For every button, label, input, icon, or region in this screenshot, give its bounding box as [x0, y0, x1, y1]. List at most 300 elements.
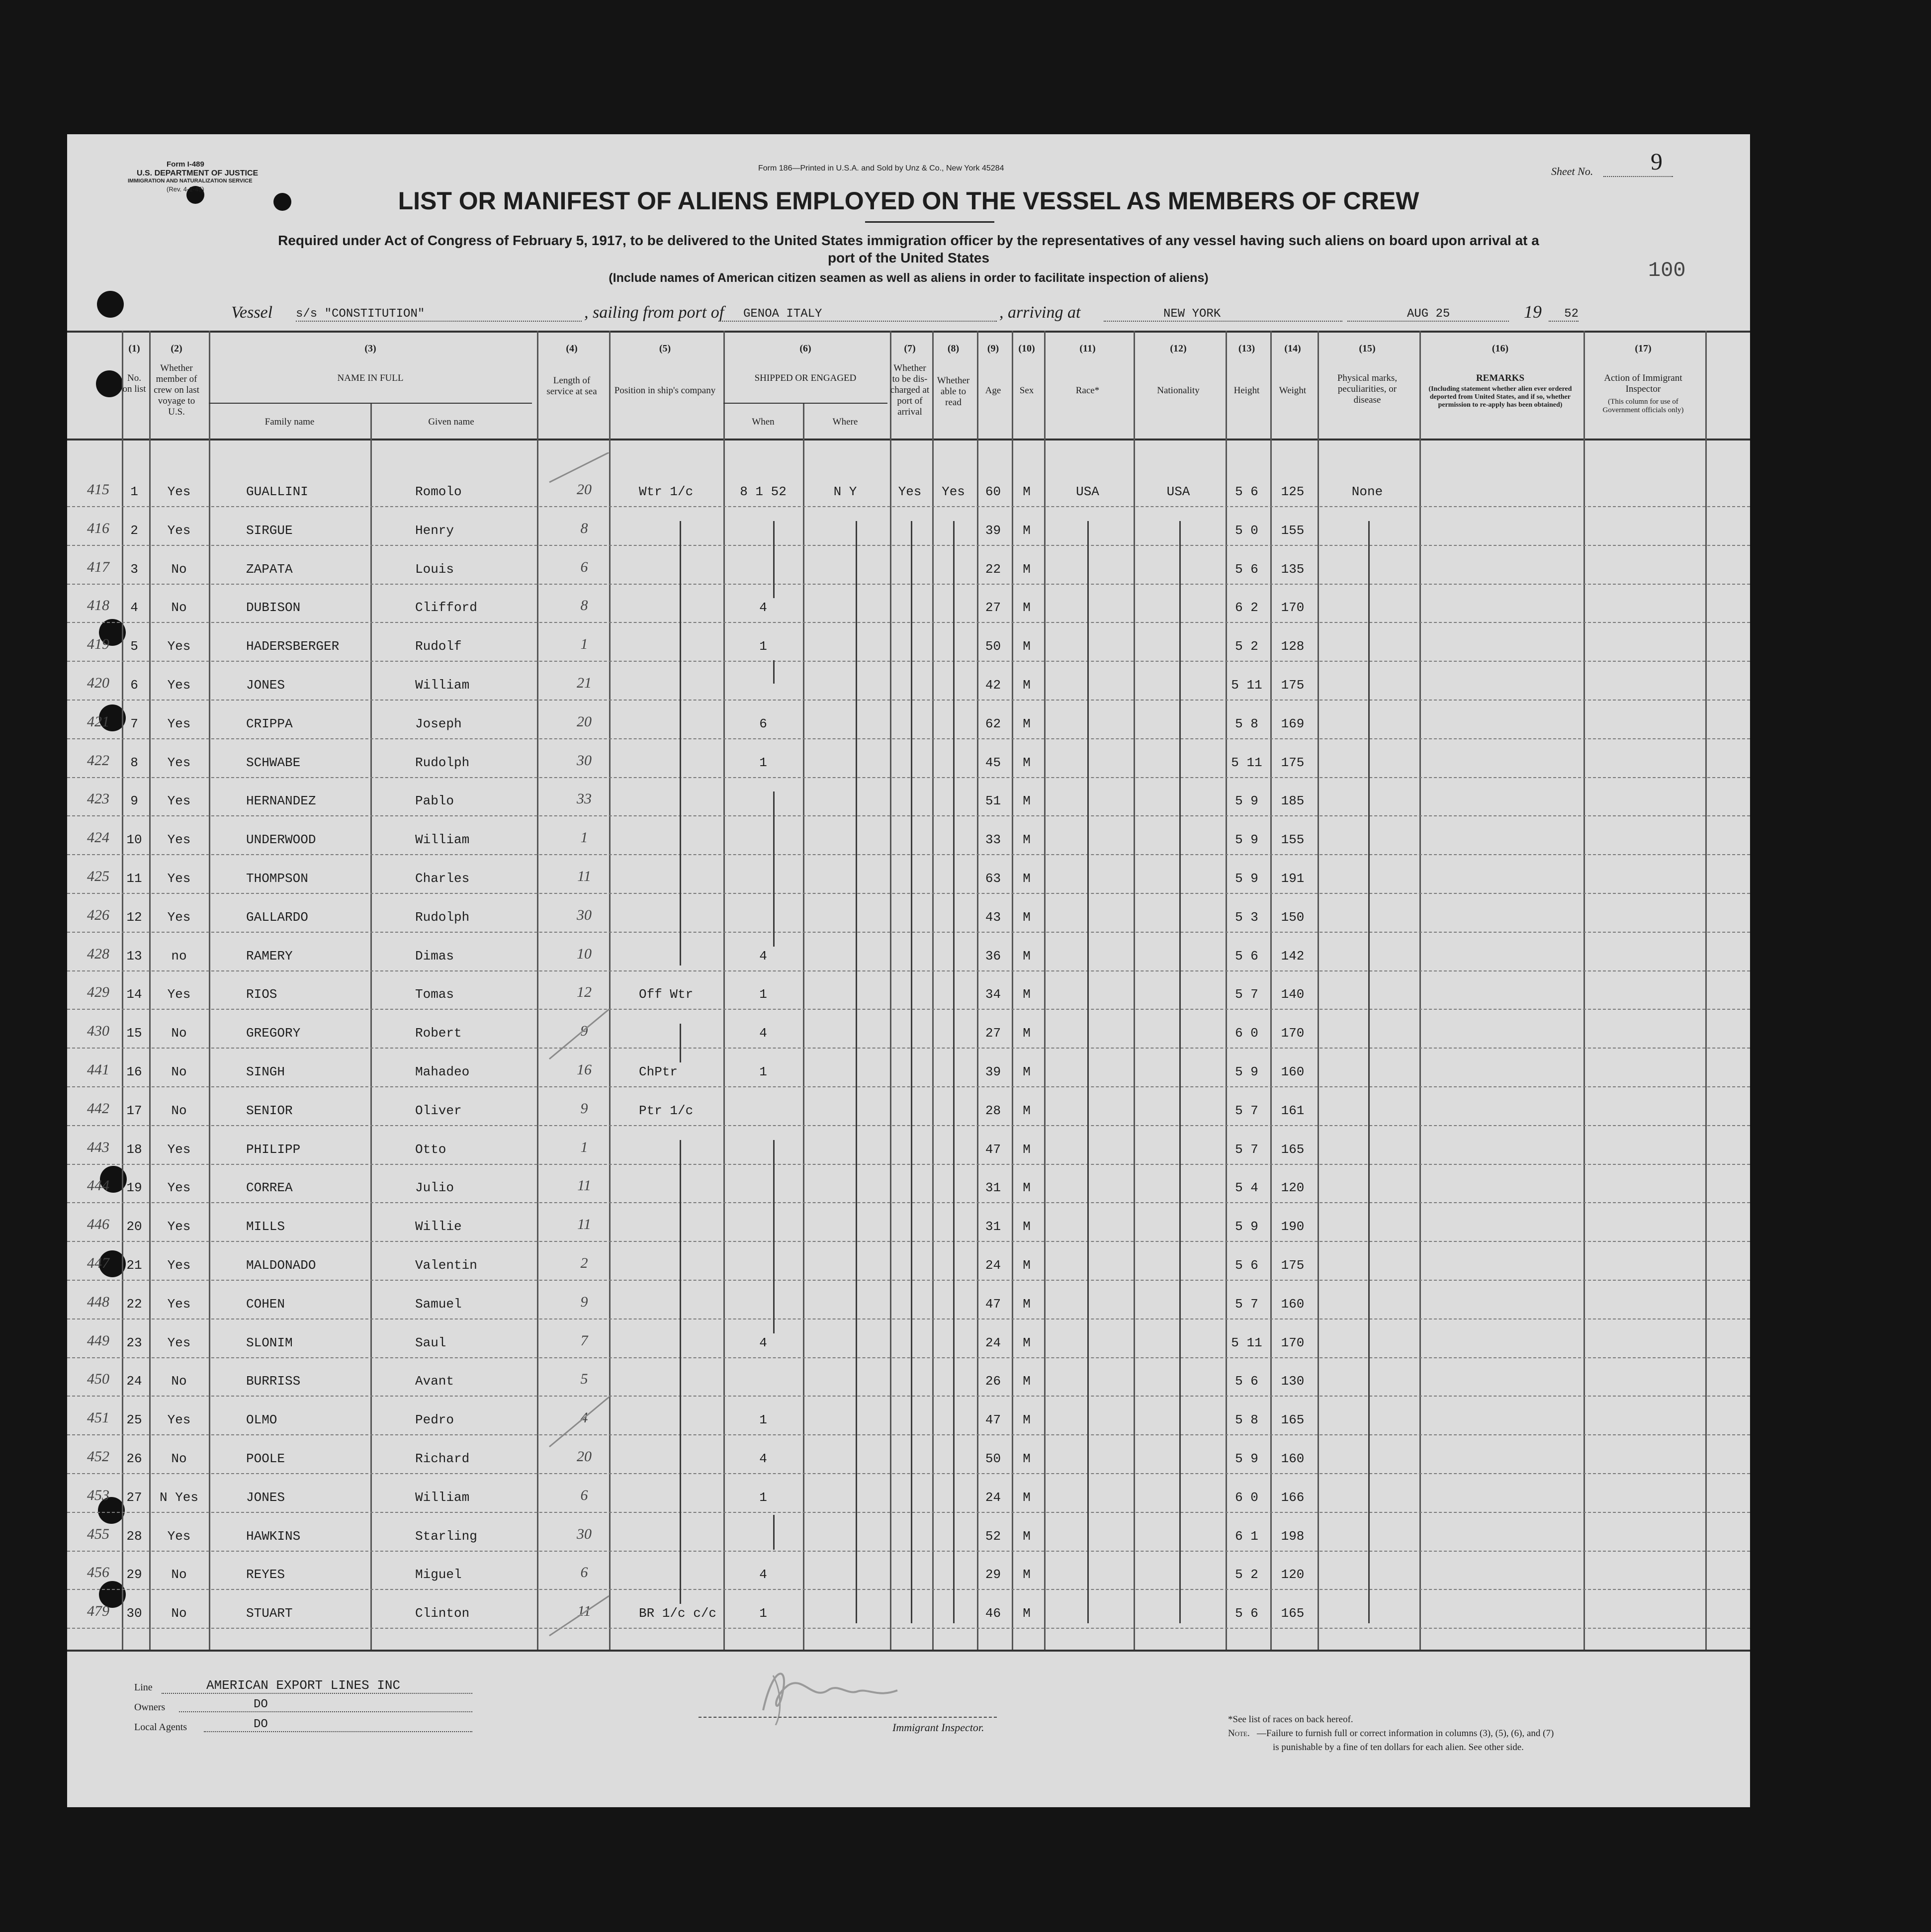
- cell-height: 5 7: [1235, 987, 1258, 1002]
- cell-given: Charles: [415, 871, 470, 886]
- cell-position: ChPtr: [639, 1064, 678, 1079]
- cell-no: 15: [126, 1026, 142, 1041]
- cell-family: GUALLINI: [246, 484, 308, 499]
- cell-height: 5 6: [1235, 1258, 1258, 1273]
- table-row: [67, 1280, 1750, 1319]
- form-revision: (Rev. 4-1-45): [167, 185, 204, 193]
- table-row: [67, 506, 1750, 546]
- table-row: [67, 545, 1750, 585]
- cell-height: 5 3: [1235, 909, 1258, 925]
- cell-sex: M: [1023, 832, 1031, 848]
- cell-when: 1: [759, 1490, 767, 1505]
- cell-height: 5 6: [1235, 948, 1258, 964]
- arrival-year: 52: [1549, 307, 1579, 322]
- table-row: [67, 777, 1750, 816]
- cell-last: Yes: [167, 639, 191, 654]
- table-top-border: [67, 331, 1750, 333]
- family-name-header: Family name: [264, 417, 315, 427]
- cell-family: SENIOR: [246, 1103, 293, 1118]
- cell-height: 5 9: [1235, 1064, 1258, 1079]
- cell-height: 5 6: [1235, 561, 1258, 577]
- cell-weight: 175: [1281, 678, 1305, 693]
- cell-margin: 424: [87, 829, 109, 846]
- col-11-header: Race*: [1075, 385, 1100, 396]
- cell-family: ZAPATA: [246, 561, 293, 577]
- cell-last: Yes: [167, 484, 191, 499]
- ditto-mark: [773, 1515, 775, 1550]
- cell-last: No: [171, 1374, 187, 1389]
- col-15-header: Physical marks, peculiarities, or disease: [1337, 373, 1398, 405]
- cell-position: Ptr 1/c: [639, 1103, 694, 1118]
- cell-margin: 449: [87, 1332, 109, 1349]
- cell-sex: M: [1023, 523, 1031, 538]
- cell-position: Off Wtr: [639, 987, 694, 1002]
- cell-weight: 170: [1281, 1026, 1305, 1041]
- cell-family: COHEN: [246, 1296, 285, 1312]
- cell-when: 4: [759, 948, 767, 964]
- cell-weight: 190: [1281, 1219, 1305, 1234]
- cell-family: CORREA: [246, 1180, 293, 1196]
- table-row: [67, 970, 1750, 1010]
- cell-no: 1: [130, 484, 138, 499]
- cell-age: 46: [985, 1606, 1001, 1621]
- cell-given: Avant: [415, 1374, 454, 1389]
- cell-given: Rudolph: [415, 755, 470, 770]
- given-name-header: Given name: [428, 417, 474, 427]
- cell-sex: M: [1023, 1374, 1031, 1389]
- cell-no: 29: [126, 1567, 142, 1582]
- col-13-number: (13): [1238, 343, 1255, 354]
- cell-no: 6: [130, 678, 138, 693]
- col-9-header: Age: [985, 385, 1001, 396]
- cell-last: Yes: [167, 1296, 191, 1312]
- table-row: [67, 622, 1750, 662]
- cell-weight: 198: [1281, 1528, 1305, 1544]
- col-2-header: Whether member of crew on last voyage to U.S.: [154, 363, 199, 417]
- cell-margin: 453: [87, 1487, 109, 1503]
- departure-port: GENOA ITALY: [718, 307, 997, 322]
- col-8-header: Whether able to read: [937, 375, 970, 408]
- cell-family: SINGH: [246, 1064, 285, 1079]
- cell-family: BURRISS: [246, 1374, 301, 1389]
- cell-given: Tomas: [415, 987, 454, 1002]
- ditto-mark: [1368, 521, 1370, 1623]
- table-row: [67, 1434, 1750, 1474]
- cell-when: 1: [759, 639, 767, 654]
- cell-no: 20: [126, 1219, 142, 1234]
- table-bottom-border: [67, 1650, 1750, 1652]
- cell-sex: M: [1023, 1528, 1031, 1544]
- cell-service: 30: [577, 906, 592, 923]
- cell-age: 31: [985, 1219, 1001, 1234]
- cell-no: 23: [126, 1335, 142, 1350]
- cell-given: Louis: [415, 561, 454, 577]
- cell-family: DUBISON: [246, 600, 301, 615]
- cell-age: 50: [985, 1451, 1001, 1466]
- cell-height: 6 0: [1235, 1026, 1258, 1041]
- cell-sex: M: [1023, 678, 1031, 693]
- cell-height: 5 0: [1235, 523, 1258, 538]
- cell-service: 11: [577, 1216, 591, 1233]
- cell-service: 8: [580, 597, 588, 614]
- cell-margin: 479: [87, 1603, 109, 1620]
- cell-when: 1: [759, 755, 767, 770]
- cell-last: Yes: [167, 1528, 191, 1544]
- cell-weight: 142: [1281, 948, 1305, 964]
- cell-age: 24: [985, 1258, 1001, 1273]
- service-name: IMMIGRATION AND NATURALIZATION SERVICE: [128, 178, 253, 184]
- cell-given: William: [415, 1490, 470, 1505]
- cell-family: GALLARDO: [246, 909, 308, 925]
- inspector-signature: [753, 1656, 912, 1725]
- cell-age: 24: [985, 1490, 1001, 1505]
- cell-last: no: [171, 948, 187, 964]
- cell-given: Rudolf: [415, 639, 462, 654]
- cell-sex: M: [1023, 1412, 1031, 1428]
- cell-last: Yes: [167, 793, 191, 809]
- ditto-mark: [773, 521, 775, 599]
- shipped-subheader-line: [723, 403, 887, 404]
- cell-sex: M: [1023, 1180, 1031, 1196]
- col-16-subheader: (Including statement whether alien ever ordered deported from United States, and if so, whether permission to re-apply has been obtained): [1428, 385, 1572, 409]
- table-row: [67, 1550, 1750, 1590]
- cell-when: 4: [759, 600, 767, 615]
- col-12-number: (12): [1170, 343, 1187, 354]
- where-header: Where: [832, 417, 858, 427]
- cell-sex: M: [1023, 909, 1031, 925]
- cell-weight: 128: [1281, 639, 1305, 654]
- cell-last: Yes: [167, 716, 191, 731]
- cell-weight: 150: [1281, 909, 1305, 925]
- cell-margin: 423: [87, 790, 109, 807]
- cell-height: 5 2: [1235, 1567, 1258, 1582]
- cell-given: Joseph: [415, 716, 462, 731]
- cell-family: JONES: [246, 1490, 285, 1505]
- col-1-header: No. on list: [122, 373, 146, 394]
- cell-sex: M: [1023, 793, 1031, 809]
- cell-height: 6 2: [1235, 600, 1258, 615]
- table-row: [67, 1009, 1750, 1049]
- cell-no: 27: [126, 1490, 142, 1505]
- agents-value: DO: [204, 1718, 472, 1732]
- table-row: [67, 1318, 1750, 1358]
- cell-service: 21: [577, 675, 592, 691]
- page-title: LIST OR MANIFEST OF ALIENS EMPLOYED ON THE VESSEL AS MEMBERS OF CREW: [398, 187, 1419, 215]
- cell-service: 9: [580, 1293, 588, 1310]
- cell-sex: M: [1023, 600, 1031, 615]
- note-line-2: is punishable by a fine of ten dollars for each alien. See other side.: [1273, 1742, 1524, 1753]
- cell-service: 9: [580, 1100, 588, 1117]
- cell-no: 18: [126, 1142, 142, 1157]
- cell-no: 30: [126, 1606, 142, 1621]
- cell-age: 36: [985, 948, 1001, 964]
- cell-family: RAMERY: [246, 948, 293, 964]
- cell-age: 47: [985, 1412, 1001, 1428]
- cell-age: 52: [985, 1528, 1001, 1544]
- printer-line: Form 186—Printed in U.S.A. and Sold by Unz & Co., New York 45284: [758, 164, 1004, 173]
- cell-weight: 175: [1281, 1258, 1305, 1273]
- cell-sex: M: [1023, 1064, 1031, 1079]
- cell-family: SIRGUE: [246, 523, 293, 538]
- cell-weight: 155: [1281, 523, 1305, 538]
- vessel-label: Vessel: [231, 303, 273, 322]
- cell-sex: M: [1023, 639, 1031, 654]
- cell-age: 27: [985, 600, 1001, 615]
- cell-no: 2: [130, 523, 138, 538]
- table-row: [67, 1357, 1750, 1397]
- cell-service: 1: [580, 636, 588, 653]
- cell-sex: M: [1023, 1606, 1031, 1621]
- cell-given: Mahadeo: [415, 1064, 470, 1079]
- cell-no: 12: [126, 909, 142, 925]
- col-10-number: (10): [1018, 343, 1035, 354]
- cell-marks: None: [1351, 484, 1383, 499]
- cell-last: Yes: [167, 1412, 191, 1428]
- cell-when: 4: [759, 1026, 767, 1041]
- cell-sex: M: [1023, 1490, 1031, 1505]
- cell-height: 5 11: [1231, 678, 1262, 693]
- cell-no: 8: [130, 755, 138, 770]
- cell-last: No: [171, 1451, 187, 1466]
- ditto-mark: [680, 521, 681, 966]
- cell-weight: 140: [1281, 987, 1305, 1002]
- cell-last: Yes: [167, 909, 191, 925]
- col-13-header: Height: [1233, 385, 1260, 396]
- cell-no: 9: [130, 793, 138, 809]
- col-14-header: Weight: [1279, 385, 1307, 396]
- col-1-number: (1): [128, 343, 140, 354]
- cell-age: 60: [985, 484, 1001, 499]
- cell-service: 11: [577, 1603, 591, 1620]
- cell-given: Robert: [415, 1026, 462, 1041]
- cell-no: 11: [126, 871, 142, 886]
- cell-age: 29: [985, 1567, 1001, 1582]
- cell-weight: 160: [1281, 1451, 1305, 1466]
- cell-age: 33: [985, 832, 1001, 848]
- cell-margin: 441: [87, 1061, 109, 1078]
- cell-service: 20: [577, 481, 592, 498]
- cell-family: SCHWABE: [246, 755, 301, 770]
- cell-family: MALDONADO: [246, 1258, 316, 1273]
- cell-given: Otto: [415, 1142, 446, 1157]
- cell-sex: M: [1023, 716, 1031, 731]
- cell-height: 5 4: [1235, 1180, 1258, 1196]
- cell-sex: M: [1023, 1567, 1031, 1582]
- cell-margin: 447: [87, 1255, 109, 1271]
- cell-given: Henry: [415, 523, 454, 538]
- cell-margin: 444: [87, 1177, 109, 1194]
- cell-weight: 165: [1281, 1142, 1305, 1157]
- cell-margin: 420: [87, 675, 109, 691]
- cell-last: Yes: [167, 678, 191, 693]
- table-row: [67, 1473, 1750, 1513]
- ditto-mark: [680, 1024, 681, 1062]
- cell-margin: 421: [87, 713, 109, 730]
- cell-margin: 430: [87, 1023, 109, 1040]
- cell-margin: 451: [87, 1409, 109, 1426]
- sailing-label: , sailing from port of: [584, 303, 724, 322]
- cell-no: 24: [126, 1374, 142, 1389]
- owners-label: Owners: [134, 1702, 166, 1713]
- cell-given: William: [415, 832, 470, 848]
- cell-given: Richard: [415, 1451, 470, 1466]
- cell-no: 25: [126, 1412, 142, 1428]
- col-14-number: (14): [1284, 343, 1301, 354]
- table-row: [67, 1048, 1750, 1087]
- col-17-number: (17): [1635, 343, 1652, 354]
- cell-age: 22: [985, 561, 1001, 577]
- cell-sex: M: [1023, 948, 1031, 964]
- cell-when: 4: [759, 1451, 767, 1466]
- col-8-number: (8): [947, 343, 960, 354]
- cell-height: 5 9: [1235, 871, 1258, 886]
- header-bottom-border: [67, 439, 1750, 440]
- cell-last: No: [171, 600, 187, 615]
- cell-service: 6: [580, 558, 588, 575]
- sheet-label: Sheet No.: [1551, 165, 1593, 177]
- cell-height: 6 0: [1235, 1490, 1258, 1505]
- cell-age: 50: [985, 639, 1001, 654]
- table-row: [67, 1241, 1750, 1281]
- table-row: [67, 1202, 1750, 1242]
- cell-age: 34: [985, 987, 1001, 1002]
- cell-height: 6 1: [1235, 1528, 1258, 1544]
- cell-sex: M: [1023, 1219, 1031, 1234]
- cell-sex: M: [1023, 1451, 1031, 1466]
- cell-when: 8 1 52: [740, 484, 787, 499]
- cell-when: 4: [759, 1567, 767, 1582]
- cell-margin: 446: [87, 1216, 109, 1233]
- cell-weight: 161: [1281, 1103, 1305, 1118]
- table-row: [67, 1589, 1750, 1629]
- cell-position: Wtr 1/c: [639, 484, 694, 499]
- cell-service: 6: [580, 1564, 588, 1581]
- cell-family: THOMPSON: [246, 871, 308, 886]
- cell-last: Yes: [167, 1142, 191, 1157]
- cell-no: 19: [126, 1180, 142, 1196]
- cell-sex: M: [1023, 1335, 1031, 1350]
- cell-given: Julio: [415, 1180, 454, 1196]
- cell-service: 30: [577, 1525, 592, 1542]
- cell-when: 4: [759, 1335, 767, 1350]
- col-11-number: (11): [1079, 343, 1096, 354]
- cell-read: Yes: [942, 484, 965, 499]
- col-17-header: Action of Immigrant Inspector: [1604, 373, 1682, 394]
- cell-last: Yes: [167, 1258, 191, 1273]
- cell-given: Samuel: [415, 1296, 462, 1312]
- inspector-line: [699, 1717, 997, 1718]
- cell-height: 5 8: [1235, 1412, 1258, 1428]
- cell-no: 10: [126, 832, 142, 848]
- cell-service: 2: [580, 1255, 588, 1271]
- col-16-number: (16): [1492, 343, 1509, 354]
- cell-service: 6: [580, 1487, 588, 1503]
- table-row: [67, 467, 1750, 507]
- cell-given: Willie: [415, 1219, 462, 1234]
- cell-weight: 160: [1281, 1296, 1305, 1312]
- cell-given: Starling: [415, 1528, 477, 1544]
- cell-service: 4: [580, 1409, 588, 1426]
- cell-height: 5 7: [1235, 1296, 1258, 1312]
- col-10-header: Sex: [1019, 385, 1034, 396]
- cell-service: 20: [577, 1448, 592, 1465]
- cell-weight: 125: [1281, 484, 1305, 499]
- cell-height: 5 6: [1235, 1374, 1258, 1389]
- cell-last: No: [171, 1567, 187, 1582]
- cell-last: No: [171, 561, 187, 577]
- cell-service: 1: [580, 829, 588, 846]
- note-label: Note.: [1228, 1728, 1250, 1739]
- cell-margin: 415: [87, 481, 109, 498]
- cell-height: 5 7: [1235, 1103, 1258, 1118]
- cell-given: Pedro: [415, 1412, 454, 1428]
- cell-service: 5: [580, 1371, 588, 1388]
- col-6-header: SHIPPED OR ENGAGED: [754, 373, 857, 383]
- owners-value: DO: [179, 1698, 472, 1712]
- cell-age: 31: [985, 1180, 1001, 1196]
- cell-when: 1: [759, 1064, 767, 1079]
- cell-service: 7: [580, 1332, 588, 1349]
- cell-margin: 417: [87, 558, 109, 575]
- cell-no: 21: [126, 1258, 142, 1273]
- cell-last: No: [171, 1606, 187, 1621]
- cell-age: 42: [985, 678, 1001, 693]
- cell-age: 28: [985, 1103, 1001, 1118]
- cell-age: 47: [985, 1296, 1001, 1312]
- cell-sex: M: [1023, 987, 1031, 1002]
- cell-no: 13: [126, 948, 142, 964]
- cell-height: 5 9: [1235, 1451, 1258, 1466]
- cell-age: 47: [985, 1142, 1001, 1157]
- department-name: U.S. DEPARTMENT OF JUSTICE: [137, 169, 259, 177]
- cell-last: No: [171, 1026, 187, 1041]
- table-row: [67, 854, 1750, 894]
- cell-sex: M: [1023, 561, 1031, 577]
- cell-given: Clinton: [415, 1606, 470, 1621]
- cell-service: 16: [577, 1061, 592, 1078]
- manifest-sheet: [67, 134, 1750, 1807]
- cell-age: 26: [985, 1374, 1001, 1389]
- cell-no: 26: [126, 1451, 142, 1466]
- col-4-number: (4): [566, 343, 578, 354]
- cell-service: 1: [580, 1139, 588, 1155]
- ditto-mark: [1087, 521, 1089, 1623]
- cell-service: 12: [577, 984, 592, 1001]
- col-9-number: (9): [987, 343, 999, 354]
- name-subheader-line: [209, 403, 532, 404]
- cell-family: JONES: [246, 678, 285, 693]
- cell-margin: 425: [87, 868, 109, 884]
- cell-margin: 422: [87, 752, 109, 769]
- table-row: [67, 1086, 1750, 1126]
- cell-weight: 170: [1281, 600, 1305, 615]
- cell-last: N Yes: [159, 1490, 198, 1505]
- cell-service: 30: [577, 752, 592, 769]
- cell-age: 39: [985, 1064, 1001, 1079]
- cell-weight: 185: [1281, 793, 1305, 809]
- cell-no: 17: [126, 1103, 142, 1118]
- punch-hole: [96, 370, 123, 397]
- cell-height: 5 9: [1235, 793, 1258, 809]
- ditto-mark: [773, 660, 775, 684]
- form-number: Form I-489: [167, 160, 204, 169]
- sheet-number: 9: [1651, 149, 1663, 175]
- note-line-1: —Failure to furnish full or correct information in columns (3), (5), (6), and (7): [1257, 1728, 1554, 1739]
- cell-family: GREGORY: [246, 1026, 301, 1041]
- cell-service: 20: [577, 713, 592, 730]
- cell-nationality: USA: [1166, 484, 1190, 499]
- cell-margin: 448: [87, 1293, 109, 1310]
